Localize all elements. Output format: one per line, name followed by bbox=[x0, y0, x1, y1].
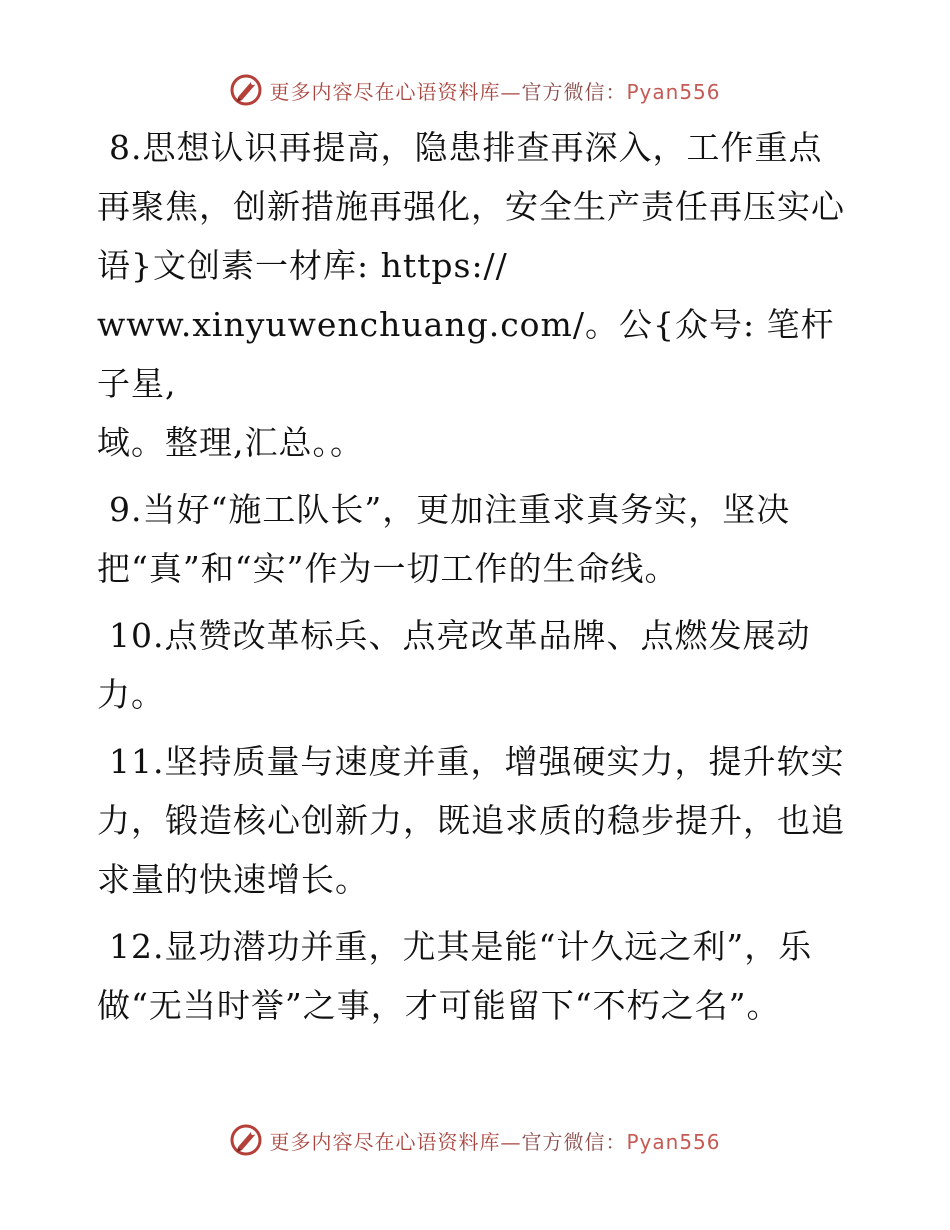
paragraph-line: 10.点赞改革标兵、点亮改革品牌、点燃发展动 bbox=[109, 616, 811, 655]
document-body bbox=[97, 118, 857, 1043]
paragraph-line: 再聚焦，创新措施再强化，安全生产责任再压实心 bbox=[97, 187, 845, 226]
paragraph-line: 12.显功潜功并重，尤其是能“计久远之利”，乐 bbox=[109, 927, 813, 966]
pen-logo-icon bbox=[229, 73, 263, 107]
header-banner-text bbox=[269, 76, 720, 105]
paragraph-line: 9.当好“施工队长”，更加注重求真务实，坚决 bbox=[109, 490, 791, 529]
header-banner-wechat-label: 官方微信： bbox=[521, 79, 627, 104]
paragraph-line: 域。整理,汇总。。 bbox=[97, 423, 364, 462]
paragraph-line: 求量的快速增长。 bbox=[97, 860, 369, 899]
paragraph-12 bbox=[97, 917, 857, 1035]
footer-banner-handle: Pyan556 bbox=[626, 1129, 721, 1154]
paragraph-10 bbox=[97, 606, 857, 724]
paragraph-line: www.xinyuwenchuang.com/。公{众号: 笔杆子星, bbox=[97, 305, 835, 403]
header-banner-inner bbox=[229, 73, 720, 107]
footer-banner bbox=[0, 1120, 950, 1160]
footer-banner-text bbox=[269, 1126, 720, 1155]
paragraph-9 bbox=[97, 480, 857, 598]
footer-banner-title: 更多内容尽在心语资料库 bbox=[269, 1129, 501, 1154]
paragraph-line: 11.坚持质量与速度并重，增强硬实力，提升软实 bbox=[109, 742, 845, 781]
paragraph-line: 力，锻造核心创新力，既追求质的稳步提升，也追 bbox=[97, 801, 845, 840]
paragraph-line: 8.思想认识再提高，隐患排查再深入，工作重点 bbox=[109, 128, 823, 167]
paragraph-line: 把“真”和“实”作为一切工作的生命线。 bbox=[97, 549, 679, 588]
header-banner-separator: — bbox=[500, 79, 522, 104]
footer-banner-wechat-label: 官方微信： bbox=[521, 1129, 627, 1154]
footer-banner-separator: — bbox=[500, 1129, 522, 1154]
paragraph-line: 力。 bbox=[97, 675, 165, 714]
paragraph-8 bbox=[97, 118, 857, 472]
header-banner bbox=[0, 70, 950, 110]
paragraph-line: 做“无当时誉”之事，才可能留下“不朽之名”。 bbox=[97, 986, 781, 1025]
paragraph-line: 语}文创素一材库: https:// bbox=[97, 246, 508, 285]
footer-banner-inner bbox=[229, 1123, 720, 1157]
paragraph-11 bbox=[97, 732, 857, 909]
header-banner-title: 更多内容尽在心语资料库 bbox=[269, 79, 501, 104]
header-banner-handle: Pyan556 bbox=[626, 79, 721, 104]
pen-logo-icon bbox=[229, 1123, 263, 1157]
